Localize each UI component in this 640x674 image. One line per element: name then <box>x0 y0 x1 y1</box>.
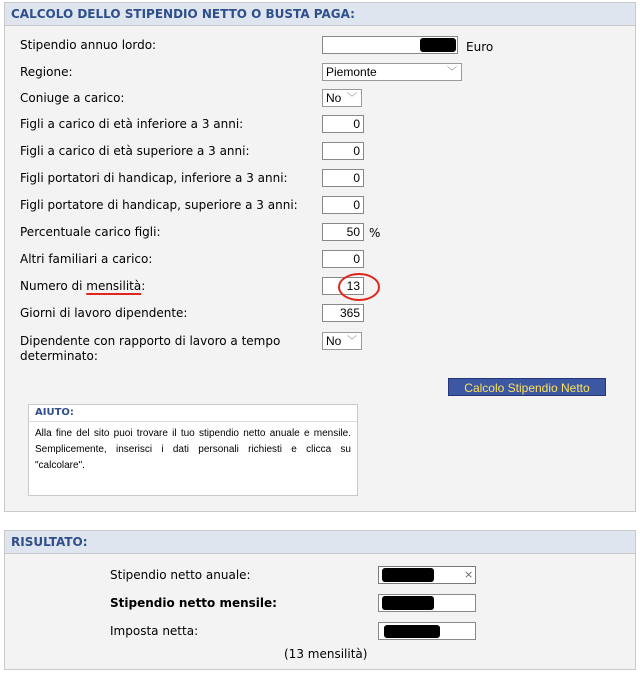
giorni-label: Giorni di lavoro dipendente: <box>20 306 188 320</box>
mensilita-label-suffix: : <box>141 279 146 293</box>
figli-inf3-label: Figli a carico di età inferiore a 3 anni: <box>20 117 244 131</box>
perc-unit: % <box>369 226 381 240</box>
chevron-down-icon: ﹀ <box>347 93 357 104</box>
chevron-down-icon: ﹀ <box>347 336 357 347</box>
calc-header: CALCOLO DELLO STIPENDIO NETTO O BUSTA PAGA: <box>5 3 635 26</box>
red-circle-annotation <box>336 270 382 304</box>
mensilita-label-word: mensilità <box>86 279 142 293</box>
coniuge-label: Coniuge a carico: <box>20 91 125 105</box>
clear-icon[interactable]: × <box>464 568 474 581</box>
tempo-det-value: No <box>326 334 342 348</box>
tempo-det-label: Dipendente con rapporto di lavoro a tempo determinato: <box>20 334 281 363</box>
redaction <box>384 625 440 638</box>
hand-inf3-label: Figli portatori di handicap, inferiore a 3 anni: <box>20 171 288 185</box>
help-text: Alla fine del sito puoi trovare il tuo stipendio netto anuale e mensile. Semplicemente, inserisci i dati personali richiesti e clicca su "calcolare". <box>35 428 351 471</box>
redaction <box>382 568 434 582</box>
figli-sup3-input[interactable]: 0 <box>322 142 364 160</box>
stipendio-label: Stipendio annuo lordo: <box>20 38 157 52</box>
hand-sup3-label: Figli portatore di handicap, superiore a 3 anni: <box>20 198 298 212</box>
perc-label: Percentuale carico figli: <box>20 225 161 239</box>
coniuge-value: No <box>326 91 342 105</box>
help-box <box>28 404 358 496</box>
annuale-label: Stipendio netto anuale: <box>110 568 251 582</box>
mensilita-label <box>20 279 145 293</box>
redaction <box>420 38 456 52</box>
regione-label: Regione: <box>20 65 73 79</box>
hand-inf3-input[interactable]: 0 <box>322 169 364 187</box>
tempo-det-select[interactable] <box>322 332 362 350</box>
coniuge-select[interactable] <box>322 89 362 107</box>
regione-value: Piemonte <box>326 65 377 79</box>
imposta-label: Imposta netta: <box>110 624 199 638</box>
result-header: RISULTATO: <box>5 531 635 554</box>
mensilita-label-prefix: Numero di <box>20 279 87 293</box>
redaction <box>382 596 434 610</box>
hand-sup3-input[interactable]: 0 <box>322 196 364 214</box>
altri-input[interactable]: 0 <box>322 250 364 268</box>
stipendio-unit: Euro <box>466 40 494 54</box>
figli-inf3-input[interactable]: 0 <box>322 115 364 133</box>
help-title: AIUTO: <box>29 405 357 422</box>
giorni-input[interactable]: 365 <box>322 304 364 322</box>
mensilita-note: (13 mensilità) <box>284 647 368 661</box>
chevron-down-icon: ﹀ <box>447 67 457 78</box>
mensilita-input[interactable]: 13 <box>322 277 364 295</box>
regione-select[interactable] <box>322 63 462 81</box>
figli-sup3-label: Figli a carico di età superiore a 3 anni: <box>20 144 250 158</box>
altri-label: Altri familiari a carico: <box>20 252 153 266</box>
perc-input[interactable]: 50 <box>322 223 364 241</box>
calcolo-button[interactable]: Calcolo Stipendio Netto <box>448 378 606 396</box>
mensile-label: Stipendio netto mensile: <box>110 596 277 610</box>
